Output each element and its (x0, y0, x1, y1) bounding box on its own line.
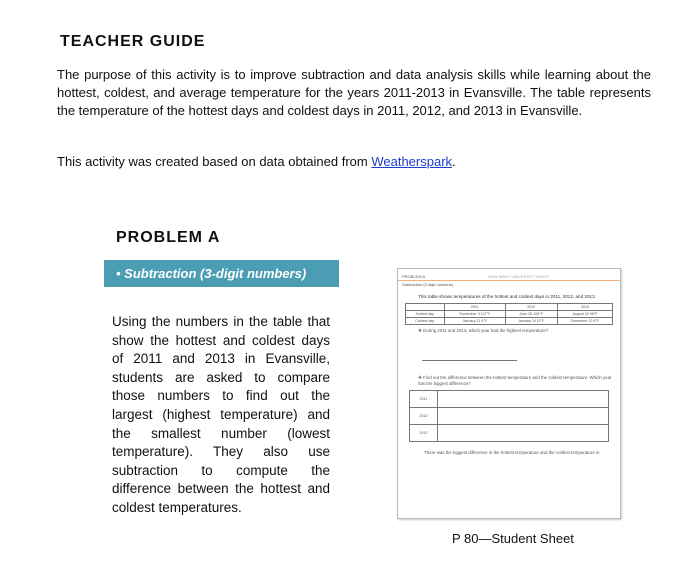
thumb-q2: ❖ Find out the difference between the hottest temperature and the coldest temperature. Which year has the biggest difference? (418, 375, 612, 386)
cell (437, 408, 608, 425)
cell (405, 304, 444, 311)
thumb-temperature-table (405, 303, 614, 325)
cell: December 12 6°F (557, 318, 613, 325)
cell: 2012 (410, 408, 438, 425)
topic-label: Subtraction (3-digit numbers) (124, 266, 307, 281)
cell: June 28 108°F (505, 311, 557, 318)
weatherspark-link[interactable]: Weatherspark (371, 154, 453, 169)
student-sheet-thumbnail (397, 268, 621, 519)
thumb-subheader: Subtraction (3 digit numbers) (402, 282, 454, 287)
source-paragraph (57, 153, 651, 171)
cell: 2013 (410, 425, 438, 442)
intro-paragraph: The purpose of this activity is to improve subtraction and data analysis skills while learning about the hottest, coldest, and average temperature for the years 2011-2013 in Evansville. The table represents the temperature of the hottest days and coldest days in 2011, 2012, and 2013 in Evansville. (57, 67, 651, 118)
thumb-header: PROBLEM A (402, 274, 426, 279)
cell: September 3 107°F (444, 311, 505, 318)
cell: 2012 (505, 304, 557, 311)
problem-title: PROBLEM A (116, 229, 221, 246)
thumb-q1: ❖ During 2011 and 2013, which year had the highest temperature? (418, 328, 549, 333)
cell (437, 391, 608, 408)
source-end: . (452, 154, 456, 169)
cell: 2011 (444, 304, 505, 311)
thumb-q1-text: During 2011 and 2013, which year had the highest temperature? (423, 328, 549, 333)
thumb-intro: This table shows temperatures of the hottest and coldest days in 2011, 2012, and 2013. (418, 294, 596, 299)
cell: 2013 (557, 304, 613, 311)
cell: Coldest day (405, 318, 444, 325)
thumb-closing: There was the biggest difference in the hottest temperature and the coldest temperature in (424, 450, 600, 455)
thumb-header-center: HOW MANY UNIVERSITY DAYS? (487, 274, 550, 279)
cell: January 21 5°F (444, 318, 505, 325)
cell: Hottest day (405, 311, 444, 318)
description-text: Using the numbers in the table that show the hottest and coldest days of 2011 and 2013 in Evansville, students are asked to compare those numbers to find out the largest (highest temperature) and the smallest number (lowest temperature). They also use subtraction to compute the difference between the hottest and coldest temperatures. (112, 314, 330, 515)
thumb-answer-table (409, 390, 609, 442)
cell: January 14 11°F (505, 318, 557, 325)
page-title: TEACHER GUIDE (60, 33, 206, 50)
cell (437, 425, 608, 442)
cell: August 30 96°F (557, 311, 613, 318)
thumb-q2-text: Find out the difference between the hottest temperature and the coldest temperature. Which year has the biggest difference? (418, 375, 612, 386)
caption: P 80—Student Sheet (452, 531, 574, 546)
cell: 2011 (410, 391, 438, 408)
source-text: This activity was created based on data obtained from (57, 154, 372, 169)
topic-banner: • Subtraction (3-digit numbers) (104, 260, 339, 287)
